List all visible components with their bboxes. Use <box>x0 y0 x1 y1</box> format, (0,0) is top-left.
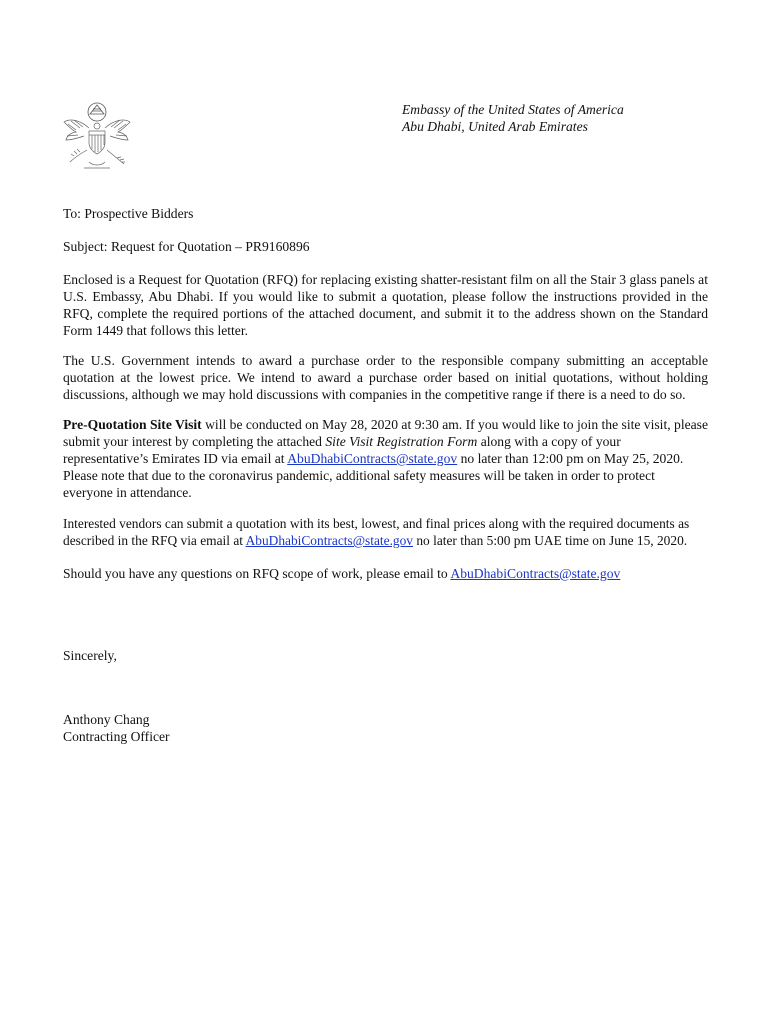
signer-name: Anthony Chang <box>63 712 150 727</box>
paragraph-award-basis: The U.S. Government intends to award a purchase order to the responsible company submitting an acceptable quotation at the lowest price. We intend to award a purchase order based on initial quotations, without holding discussions, although we may hold discussions with companies in the competitive range if there is a need to do so. <box>63 353 708 402</box>
site-visit-text-c: no later than 12:00 pm on May 25, 2020. Please note that due to the coronavirus pandemic, additional safety measures will be taken in order to protect everyone in attendance. <box>63 451 684 500</box>
subject-line: Subject: Request for Quotation – PR9160896 <box>63 239 310 254</box>
closing-salutation: Sincerely, <box>63 648 117 663</box>
email-link-questions[interactable]: AbuDhabiContracts@state.gov <box>450 566 621 581</box>
address-line-1: Embassy of the United States of America <box>402 102 624 117</box>
paragraph-rfq-intro: Enclosed is a Request for Quotation (RFQ) for replacing existing shatter-resistant film on all the Stair 3 glass panels at U.S. Embassy, Abu Dhabi. If you would like to submit a quotation, please follow the instructions provided in the RFQ, complete the required portions of the attached document, and submit it to the address shown on the Standard Form 1449 that follows this letter. <box>63 272 708 338</box>
site-visit-text-b: along with a copy of your representative’s Emirates ID via email at <box>63 434 621 466</box>
paragraph-site-visit <box>63 416 708 501</box>
recipient-line: To: Prospective Bidders <box>63 206 194 221</box>
email-link-site-visit[interactable]: AbuDhabiContracts@state.gov <box>287 451 458 466</box>
signer-title: Contracting Officer <box>63 729 170 744</box>
site-visit-form-name: Site Visit Registration Form <box>325 434 478 449</box>
paragraph-questions <box>63 565 708 582</box>
submission-text-b: no later than 5:00 pm UAE time on June 15, 2020. <box>413 533 688 548</box>
address-line-2: Abu Dhabi, United Arab Emirates <box>402 119 588 134</box>
embassy-address <box>402 101 624 135</box>
site-visit-text-a: will be conducted on May 28, 2020 at 9:30 am. If you would like to join the site visit, please submit your interest by completing the attached <box>63 417 708 449</box>
paragraph-submission <box>63 515 708 549</box>
site-visit-heading: Pre-Quotation Site Visit <box>63 417 202 432</box>
us-great-seal-icon <box>62 100 132 176</box>
submission-text-a: Interested vendors can submit a quotation with its best, lowest, and final prices along with the required documents as described in the RFQ via email at <box>63 516 690 548</box>
questions-text: Should you have any questions on RFQ scope of work, please email to <box>63 566 451 581</box>
email-link-submission[interactable]: AbuDhabiContracts@state.gov <box>245 533 414 548</box>
